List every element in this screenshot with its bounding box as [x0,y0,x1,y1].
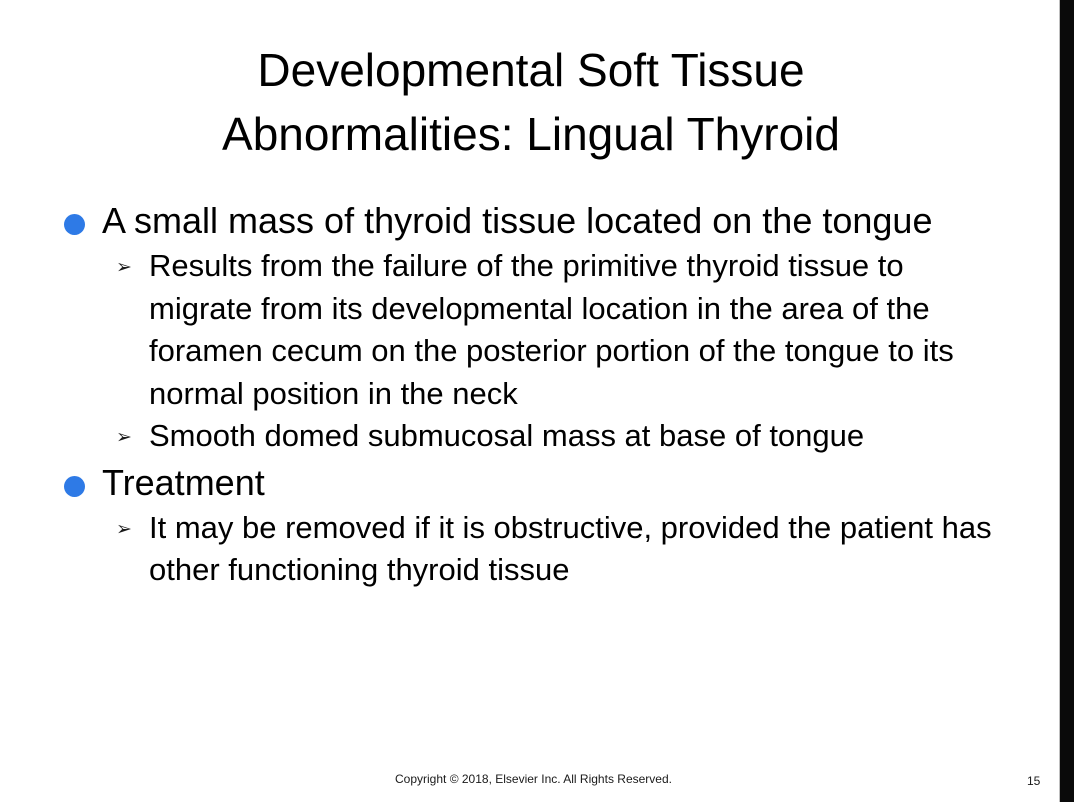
arrowhead-outline-icon: ➢ [116,517,132,540]
filled-circle-icon [64,476,85,497]
copyright-text: Copyright © 2018, Elsevier Inc. All Rights Reserved. [395,772,672,786]
window-edge [1060,0,1074,802]
page-number: 15 [1027,774,1041,788]
sub-bullet-text: Results from the failure of the primitive thyroid tissue to migrate from its developmental location in the area of the foramen cecum on the posterior portion of the tongue to its normal position in the neck [149,248,954,411]
arrowhead-outline-icon: ➢ [116,256,132,278]
slide-title [100,38,962,166]
sub-bullet-text: Smooth domed submucosal mass at base of tongue [149,418,865,453]
bullet-item [60,196,1000,245]
slide-body [60,196,1000,592]
filled-circle-icon [64,214,85,235]
sub-bullet-item [60,245,1000,415]
arrowhead-outline-icon: ➢ [116,426,132,448]
sub-bullet-item [60,415,1000,458]
sub-bullet-item [60,507,1000,592]
sub-bullet-text: It may be removed if it is obstructive, provided the patient has other functioning thyroid tissue [149,509,992,587]
title-line-2: Abnormalities: Lingual Thyroid [222,108,840,160]
bullet-text: A small mass of thyroid tissue located on the tongue [102,200,933,241]
bullet-item [60,458,1000,507]
title-line-1: Developmental Soft Tissue [257,44,805,96]
bullet-text: Treatment [102,461,265,503]
